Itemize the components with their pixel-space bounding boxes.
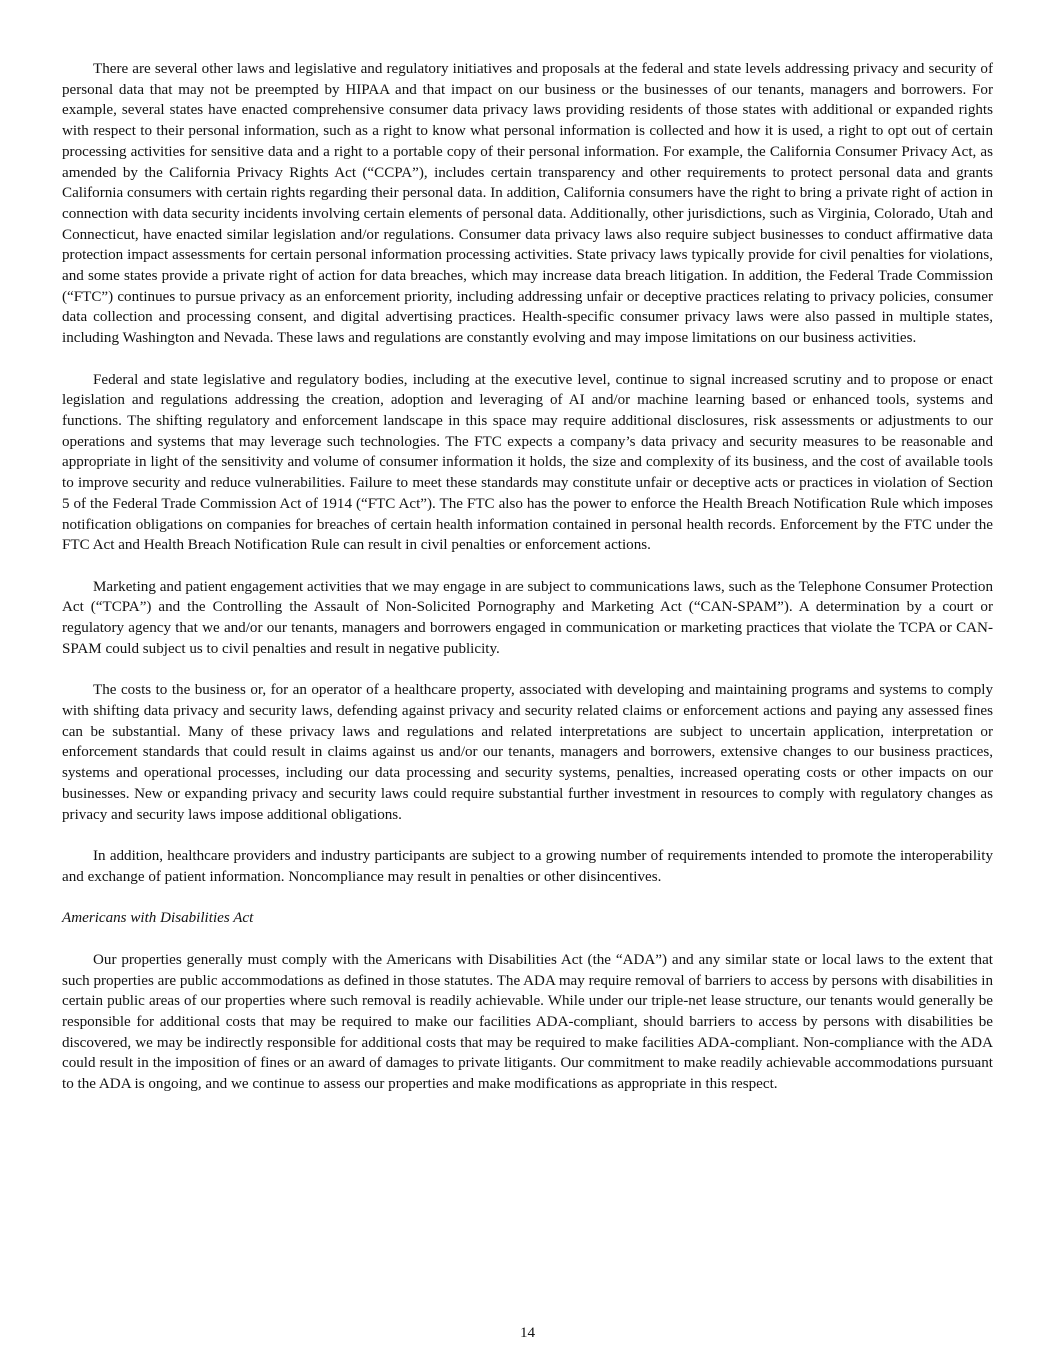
paragraph-ai-regulation: Federal and state legislative and regulatory bodies, including at the executive level, continue to signal increased scrutiny and to propose or enact legislation and regulations addressing the creation, adoption and leveraging of AI and/or machine learning based or enhanced tools, systems and functions. The shifting regulatory and enforcement landscape in this space may require additional disclosures, risk assessments or adjustments to our operations and systems that may leverage such technologies. The FTC expects a company’s data privacy and security measures to be reasonable and appropriate in light of the sensitivity and volume of consumer information it holds, the size and complexity of its business, and the cost of available tools to improve security and reduce vulnerabilities. Failure to meet these standards may constitute unfair or deceptive acts or practices in violation of Section 5 of the Federal Trade Commission Act of 1914 (“FTC Act”). The FTC also has the power to enforce the Health Breach Notification Rule which imposes notification obligations on companies for breaches of certain health information contained in personal health records. Enforcement by the FTC under the FTC Act and Health Breach Notification Rule can result in civil penalties or enforcement actions. <box>62 371 993 554</box>
section-heading-ada: Americans with Disabilities Act <box>62 910 254 927</box>
paragraph-marketing-laws: Marketing and patient engagement activities that we may engage in are subject to communications laws, such as the Telephone Consumer Protection Act (“TCPA”) and the Controlling the Assault of Non-Solicited Pornography and Marketing Act (“CAN-SPAM”). A determination by a court or regulatory agency that we and/or our tenants, managers and borrowers engaged in communication or marketing practices that violate the TCPA or CAN-SPAM could subject us to civil penalties and result in negative publicity. <box>62 578 993 657</box>
paragraph-interoperability: In addition, healthcare providers and industry participants are subject to a growing number of requirements intended to promote the interoperability and exchange of patient information. Noncompliance may result in penalties or other disincentives. <box>62 848 993 885</box>
paragraph-privacy-laws: There are several other laws and legislative and regulatory initiatives and proposals at the federal and state levels addressing privacy and security of personal data that may not be preempted by HIPAA and that impact on our business or the businesses of our tenants, managers and borrowers. For example, several states have enacted comprehensive consumer data privacy laws providing residents of those states with additional or expanded rights with respect to their personal information, such as a right to know what personal information is collected and how it is used, a right to opt out of certain processing activities for sensitive data and a right to a portable copy of their personal information. For example, the California Consumer Privacy Act, as amended by the California Privacy Rights Act (“CCPA”), includes certain transparency and other requirements to protect personal data and grants California consumers with certain rights regarding their personal data. In addition, California consumers have the right to bring a private right of action in connection with data security incidents involving certain elements of personal data. Additionally, other jurisdictions, such as Virginia, Colorado, Utah and Connecticut, have enacted similar legislation and/or regulations. Consumer data privacy laws also require subject businesses to conduct affirmative data protection impact assessments for certain personal information processing activities. State privacy laws typically provide for civil penalties for violations, and some states provide a private right of action for data breaches, which may increase data breach litigation. In addition, the Federal Trade Commission (“FTC”) continues to pursue privacy as an enforcement priority, including addressing unfair or deceptive practices relating to privacy policies, consumer data collection and processing consent, and digital advertising practices. Health-specific consumer privacy laws were also passed in multiple states, including Washington and Nevada. These laws and regulations are constantly evolving and may impose limitations on our business activities. <box>62 61 993 347</box>
document-body <box>62 59 993 1116</box>
page-number: 14 <box>519 1325 536 1341</box>
paragraph-compliance-costs: The costs to the business or, for an operator of a healthcare property, associated with developing and maintaining programs and systems to comply with shifting data privacy and security laws, defending against privacy and security related claims or enforcement actions and paying any assessed fines can be substantial. Many of these privacy laws and regulations and related interpretations are subject to uncertain application, interpretation or enforcement standards that could result in claims against us and/or our tenants, managers and borrowers, extensive changes to our business practices, systems and operational processes, including our data processing and security systems, penalties, increased operating costs or other impacts on our businesses. New or expanding privacy and security laws could require substantial further investment in resources to comply with regulatory changes as privacy and security laws impose additional obligations. <box>62 682 993 823</box>
paragraph-ada: Our properties generally must comply with the Americans with Disabilities Act (the “ADA”) and any similar state or local laws to the extent that such properties are public accommodations as defined in those statutes. The ADA may require removal of barriers to access by persons with disabilities in certain public areas of our properties where such removal is readily achievable. While under our triple-net lease structure, our tenants would generally be responsible for additional costs that may be required to make our facilities ADA-compliant, should barriers to access by persons with disabilities be discovered, we may be indirectly responsible for additional costs that may be required to make facilities ADA-compliant. Non-compliance with the ADA could result in the imposition of fines or an award of damages to private litigants. Our commitment to make readily achievable accommodations pursuant to the ADA is ongoing, and we continue to assess our properties and make modifications as appropriate in this respect. <box>62 951 993 1093</box>
